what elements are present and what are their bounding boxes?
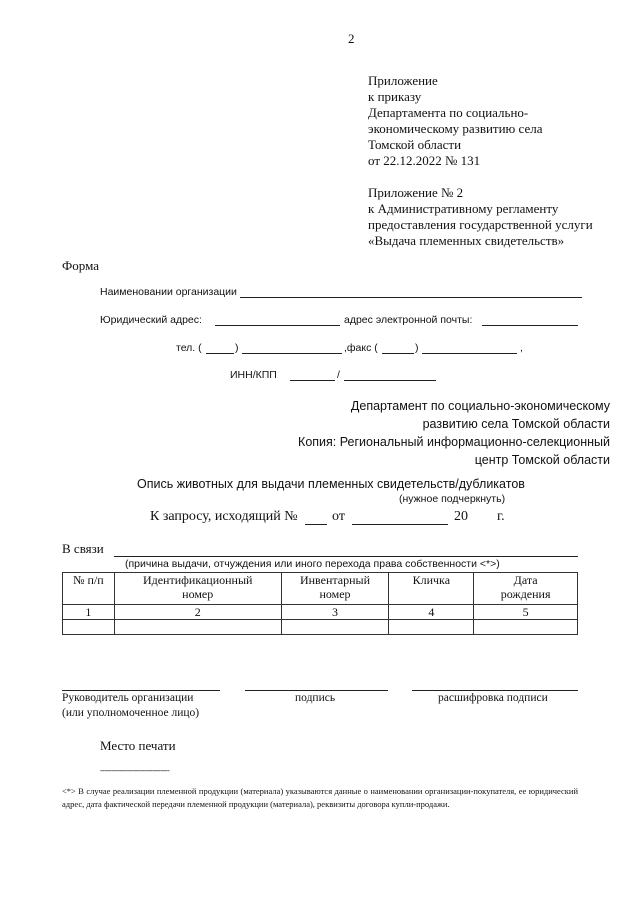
comma: , xyxy=(520,342,523,354)
appendix-line: Приложение № 2 xyxy=(368,185,464,200)
recipient-line: Департамент по социально-экономическому xyxy=(350,399,610,413)
header-cell xyxy=(389,573,474,605)
header-text: Инвентарный xyxy=(299,573,371,587)
table-cell xyxy=(389,620,474,635)
header-cell xyxy=(474,573,578,605)
column-number: 4 xyxy=(389,605,474,620)
inn-slash: / xyxy=(337,369,340,381)
reason-line xyxy=(114,556,578,557)
table-number-row xyxy=(63,605,578,620)
email-label: адрес электронной почты: xyxy=(344,314,473,326)
appendix-line: от 22.12.2022 № 131 xyxy=(368,153,481,168)
appendix-line: к приказу xyxy=(368,89,422,104)
request-number-line xyxy=(305,524,327,525)
header-text: Идентификационный xyxy=(142,573,253,587)
fax-number-line xyxy=(422,353,517,354)
fax-label: ,факс ( xyxy=(344,342,378,354)
appendix-line: экономическому развитию села xyxy=(368,121,543,136)
org-name-line xyxy=(240,297,582,298)
table-cell xyxy=(63,620,115,635)
header-cell xyxy=(63,573,115,605)
table-cell xyxy=(281,620,389,635)
animals-table xyxy=(62,572,578,635)
head-label: Руководитель организации xyxy=(62,692,194,704)
decode-label: расшифровка подписи xyxy=(438,692,548,704)
appendix-line: «Выдача племенных свидетельств» xyxy=(368,233,565,248)
document-title: Опись животных для выдачи племенных свидетельств/дубликатов xyxy=(137,477,525,491)
column-number: 3 xyxy=(281,605,389,620)
reason-label: В связи xyxy=(62,541,104,556)
header-text: Кличка xyxy=(412,573,451,587)
appendix-order-block xyxy=(368,73,542,169)
appendix-line: Томской области xyxy=(368,137,462,152)
inn-label: ИНН/КПП xyxy=(230,369,277,381)
stamp-label: Место печати xyxy=(100,738,176,753)
tel-number-line xyxy=(242,353,342,354)
recipient-line: развитию села Томской области xyxy=(422,417,610,431)
title-note: (нужное подчеркнуть) xyxy=(399,493,506,505)
kpp-line xyxy=(344,380,436,381)
request-date-line xyxy=(352,524,448,525)
recipient-line: Копия: Региональный информационно-селекционный xyxy=(298,435,610,449)
tel-code-line xyxy=(206,353,234,354)
column-number: 5 xyxy=(474,605,578,620)
appendix-line: к Административному регламенту xyxy=(368,201,559,216)
column-number: 2 xyxy=(114,605,281,620)
page-number: 2 xyxy=(348,31,355,46)
fax-code-line xyxy=(382,353,414,354)
email-line xyxy=(482,325,578,326)
request-year-suffix: г. xyxy=(497,509,505,524)
appendix-line: Приложение xyxy=(368,73,438,88)
fax-close: ) xyxy=(415,342,419,354)
request-year: 20 xyxy=(454,509,468,524)
tel-close: ) xyxy=(235,342,239,354)
header-cell xyxy=(281,573,389,605)
tel-label: тел. ( xyxy=(176,342,202,354)
header-text: номер xyxy=(319,587,351,601)
header-cell xyxy=(114,573,281,605)
footnote-text: <*> В случае реализации племенной продукции (материала) указываются данные о наименовании организации-покупателя, ее юридический адрес, дата фактической передачи племенной продукции (материала), реквизиты договора купли-продажи. xyxy=(62,786,578,809)
column-number: 1 xyxy=(63,605,115,620)
recipient-block xyxy=(298,397,610,469)
table-header-row xyxy=(63,573,578,605)
request-prefix: К запросу, исходящий № xyxy=(150,509,298,524)
header-text: рождения xyxy=(500,587,551,601)
head-note: (или уполномоченное лицо) xyxy=(62,707,200,719)
table-cell xyxy=(114,620,281,635)
recipient-line: центр Томской области xyxy=(474,453,610,467)
appendix-line: Департамента по социально- xyxy=(368,105,529,120)
form-label: Форма xyxy=(62,258,99,273)
header-text: Дата xyxy=(513,573,538,587)
signature-line xyxy=(245,690,388,691)
legal-address-label: Юридический адрес: xyxy=(100,314,202,326)
inn-line xyxy=(290,380,335,381)
org-name-label: Наименовании организации xyxy=(100,286,237,298)
header-text: № п/п xyxy=(73,573,104,587)
decode-line xyxy=(412,690,578,691)
footnote-separator: -------------------------------- xyxy=(100,766,170,775)
table-cell xyxy=(474,620,578,635)
signature-label: подпись xyxy=(295,692,336,704)
appendix-regulation-block xyxy=(368,185,593,249)
head-signature-line xyxy=(62,690,220,691)
legal-address-line xyxy=(215,325,340,326)
header-text: номер xyxy=(182,587,214,601)
request-from: от xyxy=(332,509,345,524)
appendix-line: предоставления государственной услуги xyxy=(368,217,593,232)
table-row xyxy=(63,620,578,635)
reason-hint: (причина выдачи, отчуждения или иного перехода права собственности <*>) xyxy=(125,558,500,570)
